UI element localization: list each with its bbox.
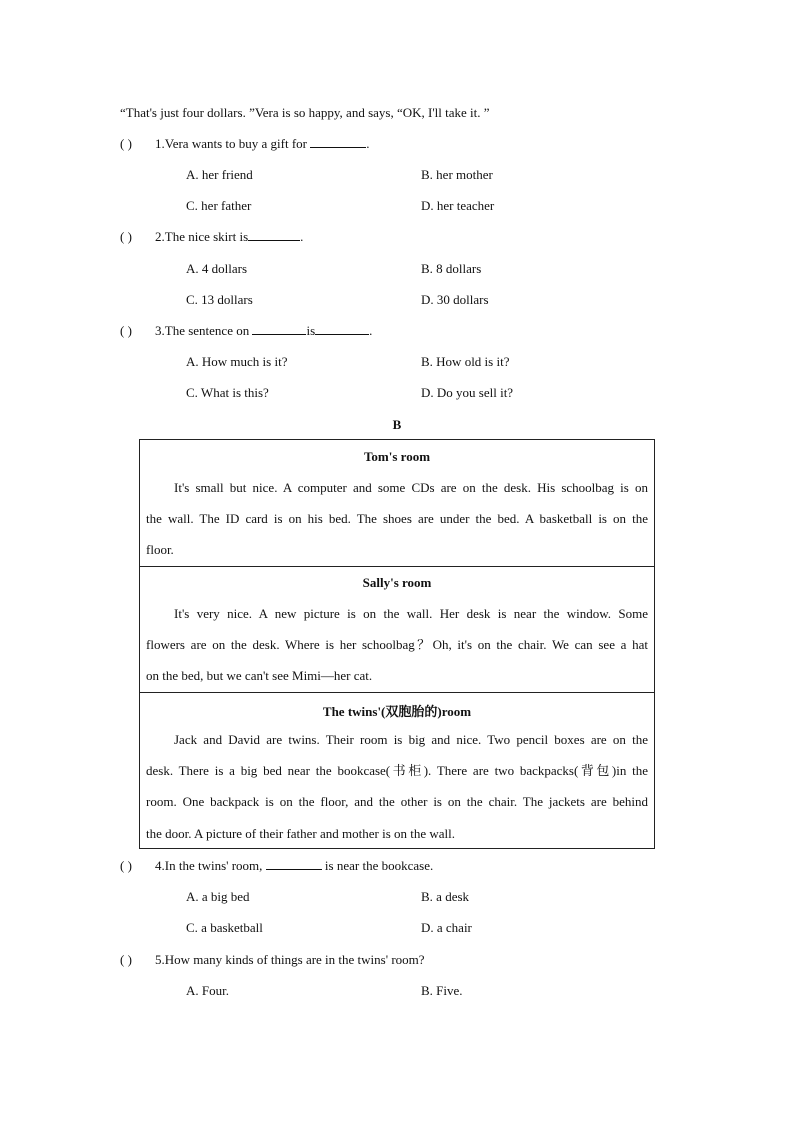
answer-paren[interactable]: ( )	[120, 136, 132, 151]
option-d[interactable]: D. a chair	[421, 920, 472, 935]
room-title: Sally's room	[362, 575, 432, 590]
paragraph-line: Jack and David are twins. Their room is big and nice. Two pencil boxes are on the	[174, 732, 648, 747]
question-stem: The sentence on	[164, 323, 253, 338]
room-title: Tom's room	[363, 449, 431, 464]
question-number: 5.	[155, 952, 165, 967]
question-text	[155, 323, 372, 339]
answer-blank	[266, 858, 322, 870]
room-title: The twins'(双胞胎的)room	[322, 704, 472, 719]
question-number: 4.	[155, 858, 165, 873]
question-stem: The nice skirt is	[164, 229, 249, 244]
option-b[interactable]: B. How old is it?	[421, 354, 510, 369]
question-text	[155, 136, 370, 152]
question-end: .	[300, 229, 304, 244]
room-cell-sally	[140, 566, 654, 692]
option-c[interactable]: C. What is this?	[186, 385, 269, 400]
paragraph-line: It's very nice. A new picture is on the wall. Her desk is near the window. Some	[174, 606, 648, 621]
option-a[interactable]: A. 4 dollars	[186, 261, 248, 276]
question-number: 1.	[155, 136, 165, 151]
paragraph-line: on the bed, but we can't see Mimi—her cat.	[146, 668, 373, 684]
answer-blank-1	[252, 323, 306, 335]
question-end: is near the bookcase.	[321, 858, 434, 873]
paragraph-line: room. One backpack is on the floor, and the other is on the chair. The jackets are behind	[146, 794, 648, 810]
paragraph-line: the door. A picture of their father and mother is on the wall.	[146, 825, 456, 841]
option-d[interactable]: D. her teacher	[421, 198, 495, 213]
section-heading: B	[392, 417, 402, 432]
option-d[interactable]: D. Do you sell it?	[421, 385, 514, 400]
option-b[interactable]: B. a desk	[421, 889, 470, 904]
option-a[interactable]: A. a big bed	[186, 889, 250, 904]
question-middle: is	[306, 323, 316, 338]
option-b[interactable]: B. Five.	[421, 983, 463, 998]
intro-line: “That's just four dollars. ”Vera is so happy, and says, “OK, I'll take it. ”	[120, 105, 490, 120]
option-c[interactable]: C. a basketball	[186, 920, 263, 935]
answer-paren[interactable]: ( )	[120, 858, 132, 873]
option-b[interactable]: B. 8 dollars	[421, 261, 482, 276]
paragraph-line: It's small but nice. A computer and some CDs are on the desk. His schoolbag is on	[174, 480, 648, 495]
rooms-table	[139, 439, 655, 849]
room-cell-twins	[140, 692, 654, 848]
paragraph-line: floor.	[146, 542, 174, 558]
option-c[interactable]: C. her father	[186, 198, 252, 213]
option-a[interactable]: A. Four.	[186, 983, 229, 998]
question-stem: In the twins' room,	[164, 858, 266, 873]
answer-blank	[248, 229, 300, 241]
room-paragraph	[146, 472, 648, 566]
answer-blank	[310, 136, 366, 148]
question-stem: How many kinds of things are in the twins' room?	[164, 952, 425, 967]
question-text	[155, 858, 433, 874]
option-a[interactable]: A. How much is it?	[186, 354, 288, 369]
option-a[interactable]: A. her friend	[186, 167, 253, 182]
option-c[interactable]: C. 13 dollars	[186, 292, 253, 307]
room-cell-tom	[140, 440, 654, 566]
question-end: .	[366, 136, 370, 151]
paragraph-line: flowers are on the desk. Where is her schoolbag？Oh, it's on the chair. We can see a hat	[146, 637, 648, 653]
answer-paren[interactable]: ( )	[120, 952, 132, 967]
question-end: .	[369, 323, 373, 338]
answer-paren[interactable]: ( )	[120, 323, 132, 338]
question-text	[155, 952, 425, 968]
room-paragraph	[146, 598, 648, 692]
question-stem: Vera wants to buy a gift for	[164, 136, 311, 151]
answer-blank-2	[315, 323, 369, 335]
room-paragraph	[146, 724, 648, 849]
option-d[interactable]: D. 30 dollars	[421, 292, 489, 307]
question-text	[155, 229, 303, 245]
question-number: 3.	[155, 323, 165, 338]
answer-paren[interactable]: ( )	[120, 229, 132, 244]
option-b[interactable]: B. her mother	[421, 167, 493, 182]
paragraph-line: desk. There is a big bed near the bookcase(书柜). There are two backpacks(背包)in the	[146, 763, 648, 779]
paragraph-line: the wall. The ID card is on his bed. The shoes are under the bed. A basketball is on the	[146, 511, 648, 527]
question-number: 2.	[155, 229, 165, 244]
